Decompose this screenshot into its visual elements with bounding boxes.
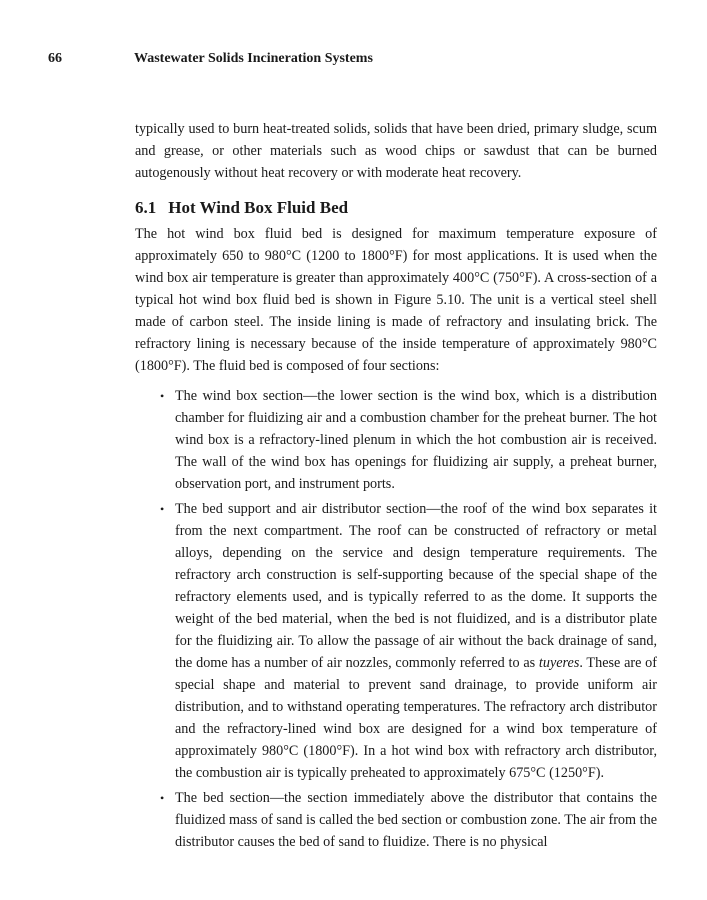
bullet-icon: • xyxy=(160,389,165,403)
section-title: Hot Wind Box Fluid Bed xyxy=(168,198,349,217)
list-item xyxy=(160,385,657,495)
bullet-icon: • xyxy=(160,502,165,516)
tuyeres-term: tuyeres xyxy=(538,655,580,671)
list-item-text: The bed support and air distributor section—the roof of the wind box separates it from the next compartment. The roof can be constructed of refractory or metal alloys, depending on the service and design temperature requirements. The refractory arch construction is self-supporting because of the special shape of the refractory elements used, and is typically referred to as the dome. It supports the weight of the bed material, when the bed is not fluidized, and is a distributor plate for the fluidizing air. To allow the passage of air without the back drainage of sand, the dome has a number of air nozzles, commonly referred to as xyxy=(175,501,657,671)
section-heading xyxy=(135,197,657,219)
bullet-list xyxy=(135,385,657,853)
page-number: 66 xyxy=(48,51,62,66)
list-item xyxy=(160,787,657,853)
book-title: Wastewater Solids Incineration Systems xyxy=(134,51,373,66)
section-paragraph: The hot wind box fluid bed is designed for maximum temperature exposure of approximately 650 to 980°C (1200 to 1800°F) for most applications. It is used when the wind box air temperature is greater than approximately 400°C (750°F). A cross-section of a typical hot wind box fluid bed is shown in Figure 5.10. The unit is a vertical steel shell made of carbon steel. The inside lining is made of refractory and insulating brick. The refractory lining is necessary because of the inside temperature of approximately 980°C (1800°F). The fluid bed is composed of four sections: xyxy=(135,226,657,374)
page-body xyxy=(135,118,657,856)
section-number: 6.1 xyxy=(135,198,157,217)
list-item-text: The bed section—the section immediately above the distributor that contains the fluidized mass of sand is called the bed section or combustion zone. The air from the distributor causes the bed of sand to fluidize. There is no physical xyxy=(175,790,657,850)
list-item-text: The wind box section—the lower section is the wind box, which is a distribution chamber for fluidizing air and a combustion chamber for the preheat burner. The hot wind box is a refractory-lined plenum in which the hot combustion air is received. The wall of the wind box has openings for fluidizing air supply, a preheat burner, observation port, and instrument ports. xyxy=(175,388,657,492)
list-item xyxy=(160,498,657,784)
running-head xyxy=(48,49,659,69)
bullet-icon: • xyxy=(160,791,165,805)
intro-paragraph: typically used to burn heat-treated solids, solids that have been dried, primary sludge, scum and grease, or other materials such as wood chips or sawdust that can be burned autogenously without heat recovery or with moderate heat recovery. xyxy=(135,121,657,181)
list-item-text-cont: . These are of special shape and material to prevent sand drainage, to provide uniform air distribution, and to withstand operating temperatures. The refractory arch distributor and the refractory-lined wind box are designed for a wind box temperature of approximately 980°C (1800°F). In a hot wind box with refractory arch distributor, the combustion air is typically preheated to approximately 675°C (1250°F). xyxy=(175,655,657,781)
